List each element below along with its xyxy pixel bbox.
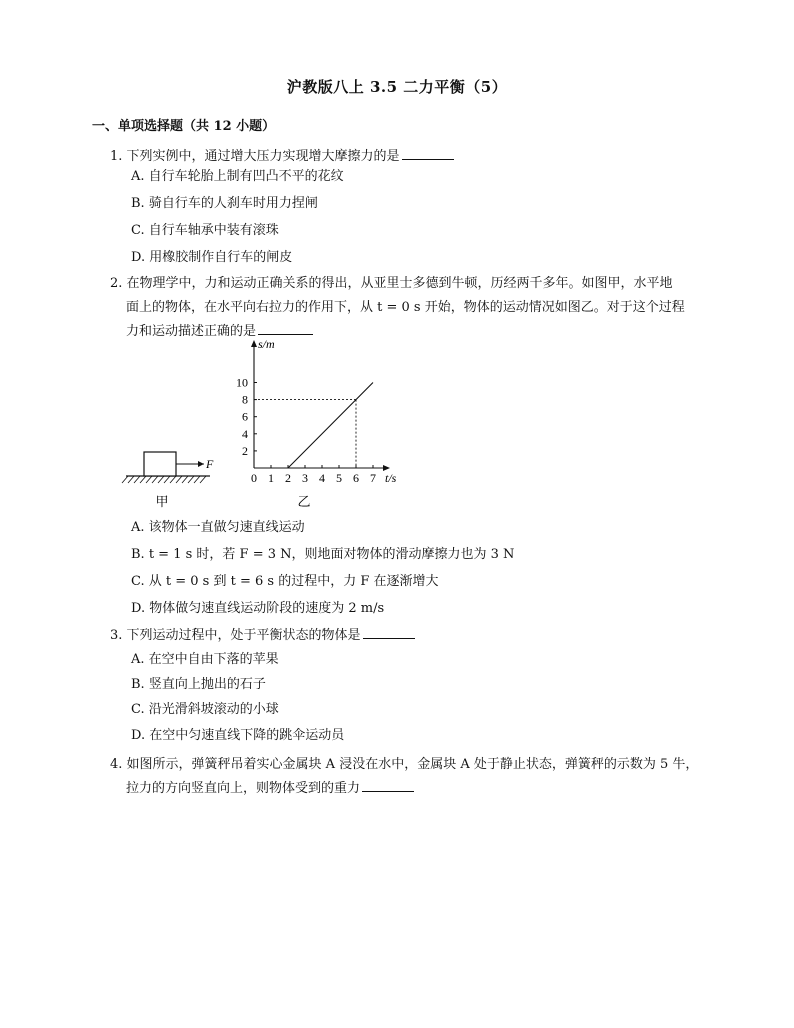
ground-hatch	[188, 476, 194, 483]
block	[144, 452, 176, 476]
question-1-option-c[interactable]: C. 自行车轴承中装有滚珠	[131, 223, 279, 238]
question-3-stem	[110, 624, 415, 643]
ground-hatch	[164, 476, 170, 483]
x-tick-label: 0	[251, 471, 257, 485]
question-2-option-a[interactable]: A. 该物体一直做匀速直线运动	[131, 520, 305, 535]
ground-hatch	[194, 476, 200, 483]
y-axis-label: s/m	[258, 337, 275, 351]
ground-hatch	[140, 476, 146, 483]
ground-hatch	[200, 476, 206, 483]
question-2-stem-line-2: 面上的物体，在水平向右拉力的作用下，从 t = 0 s 开始，物体的运动情况如图乙。对于这个过程	[126, 300, 685, 315]
question-1-option-d[interactable]: D. 用橡胶制作自行车的闸皮	[131, 250, 293, 265]
figure-jia	[122, 452, 214, 509]
figure-yi-label: 乙	[297, 494, 311, 509]
question-3-option-a[interactable]: A. 在空中自由下落的苹果	[131, 652, 279, 667]
ground-hatch	[176, 476, 182, 483]
page-title: 沪教版八上 3.5 二力平衡（5）	[286, 78, 508, 96]
figure-yi-graph	[236, 337, 397, 509]
series-line	[254, 383, 373, 469]
ground-hatch	[128, 476, 134, 483]
ground-hatch	[152, 476, 158, 483]
question-2-option-b[interactable]: B. t = 1 s 时，若 F = 3 N，则地面对物体的滑动摩擦力也为 3 N	[131, 547, 515, 562]
question-1-option-a[interactable]: A. 自行车轮胎上制有凹凸不平的花纹	[131, 169, 344, 184]
answer-blank-1[interactable]	[402, 147, 454, 160]
question-4-stem-line-1: 4. 如图所示，弹簧秤吊着实心金属块 A 浸没在水中，金属块 A 处于静止状态，弹簧秤的示数为 5 牛，	[110, 757, 699, 772]
question-2-text: 力和运动描述正确的是	[126, 324, 257, 339]
answer-blank-3[interactable]	[363, 626, 415, 639]
question-3-text: 3. 下列运动过程中，处于平衡状态的物体是	[110, 628, 361, 643]
ground-hatch	[182, 476, 188, 483]
ground-hatch	[134, 476, 140, 483]
question-1-text: 1. 下列实例中，通过增大压力实现增大摩擦力的是	[110, 149, 400, 164]
question-1-option-b[interactable]: B. 骑自行车的人刹车时用力捏闸	[131, 196, 318, 211]
section-heading: 一、单项选择题（共 12 小题）	[92, 119, 276, 134]
figure-jia-label: 甲	[155, 494, 169, 509]
question-3-option-c[interactable]: C. 沿光滑斜坡滚动的小球	[131, 702, 279, 717]
x-tick-label: 5	[336, 471, 342, 485]
y-tick-label: 4	[242, 426, 248, 441]
y-tick-label: 6	[242, 409, 248, 424]
y-tick-label: 10	[236, 375, 248, 390]
force-label: F	[206, 457, 214, 471]
question-4-text: 拉力的方向竖直向上，则物体受到的重力	[126, 781, 361, 796]
answer-blank-4[interactable]	[362, 779, 414, 792]
question-2-figure	[118, 334, 418, 514]
question-1-stem	[110, 145, 454, 164]
ground-hatch	[170, 476, 176, 483]
question-2-stem-line-1: 2. 在物理学中，力和运动正确关系的得出，从亚里士多德到牛顿，历经两千多年。如图甲，水平地	[110, 276, 673, 291]
y-tick-label: 8	[242, 392, 248, 407]
x-tick-label: 7	[370, 471, 376, 485]
question-3-option-d[interactable]: D. 在空中匀速直线下降的跳伞运动员	[131, 728, 345, 743]
question-3-option-b[interactable]: B. 竖直向上抛出的石子	[131, 677, 266, 692]
question-2-option-c[interactable]: C. 从 t = 0 s 到 t = 6 s 的过程中，力 F 在逐渐增大	[131, 574, 439, 589]
x-tick-label: 6	[353, 471, 359, 485]
ground-hatch	[122, 476, 128, 483]
x-axis-label: t/s	[385, 471, 397, 485]
ground-hatch	[146, 476, 152, 483]
x-tick-label: 1	[268, 471, 274, 485]
question-4-stem-line-2	[126, 777, 414, 796]
ground-hatch	[158, 476, 164, 483]
x-tick-label: 4	[319, 471, 325, 485]
question-2-option-d[interactable]: D. 物体做匀速直线运动阶段的速度为 2 m/s	[131, 601, 385, 616]
x-tick-label: 3	[302, 471, 308, 485]
x-tick-label: 2	[285, 471, 291, 485]
y-tick-label: 2	[242, 443, 248, 458]
